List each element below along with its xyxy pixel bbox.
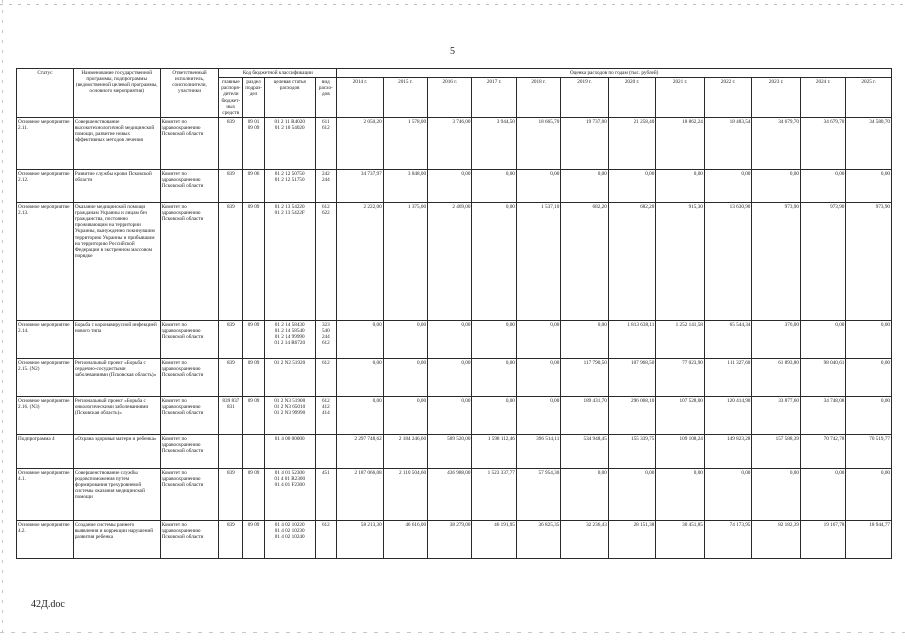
cell-expense-type xyxy=(315,358,337,396)
cell-value: 38 279,00 xyxy=(428,520,472,558)
cell-section-line: 09 01 xyxy=(247,118,260,125)
cell-grbs: 839 xyxy=(219,468,243,520)
cell-target-line: 01 2 N2 51920 xyxy=(274,359,306,366)
cell-section xyxy=(243,358,265,396)
cell-target xyxy=(264,320,315,358)
cell-value: 34 748,08 xyxy=(800,396,845,434)
cell-responsible: Комитет по здравоохранению Псковской области xyxy=(160,358,219,396)
cell-responsible: Комитет по здравоохранению Псковской области xyxy=(160,468,219,520)
cell-expense-type-line: 612 xyxy=(321,125,330,131)
cell-value: 0,00 xyxy=(800,320,845,358)
cell-status: Основное мероприятие 2.15. (N2) xyxy=(17,358,74,396)
cell-target xyxy=(264,358,315,396)
cell-grbs: 839 xyxy=(219,117,243,169)
cell-value: 682,20 xyxy=(561,202,609,320)
cell-expense-type-line: 611 xyxy=(322,118,330,125)
cell-responsible: Комитет по здравоохранению Псковской области xyxy=(160,169,219,202)
cell-target-line: 01 2 10 54020 xyxy=(274,125,305,131)
cell-value: 0,00 xyxy=(516,396,560,434)
cell-expense-type-line: 414 xyxy=(321,410,330,417)
cell-target xyxy=(264,520,315,558)
cell-value: 30 451,85 xyxy=(656,520,705,558)
cell-section-line: 09 09 xyxy=(247,321,260,328)
cell-value: 0,00 xyxy=(752,169,801,202)
cell-grbs: 839 xyxy=(219,520,243,558)
cell-value: 65 544,34 xyxy=(704,320,752,358)
cell-grbs: 839 837 831 xyxy=(219,396,243,434)
cell-value: 0,00 xyxy=(428,396,472,434)
cell-value: 376,00 xyxy=(752,320,801,358)
cell-expense-type-line: 412 xyxy=(321,404,330,410)
cell-value: 0,00 xyxy=(383,396,427,434)
cell-status: Основное мероприятие 2.16. (N3) xyxy=(17,396,74,434)
cell-expense-type xyxy=(315,396,337,434)
cell-target xyxy=(264,468,315,520)
cell-name: Создание системы раннего выявления и коррекции нарушений развития ребенка xyxy=(73,520,160,558)
cell-target xyxy=(264,169,315,202)
cell-value: 509 520,00 xyxy=(428,434,472,468)
cell-value: 0,00 xyxy=(846,396,892,434)
cell-value: 436 988,00 xyxy=(428,468,472,520)
cell-value: 189 431,70 xyxy=(561,396,609,434)
cell-target-line: 01 2 12 50750 xyxy=(274,170,305,177)
cell-section xyxy=(243,520,265,558)
cell-value: 107 968,50 xyxy=(608,358,656,396)
cell-value: 534 948,45 xyxy=(561,434,609,468)
table-row xyxy=(17,320,892,358)
cell-value: 0,00 xyxy=(561,169,609,202)
cell-section xyxy=(243,117,265,169)
header-budget-code: Код бюджетной классификации xyxy=(219,69,337,78)
table-row xyxy=(17,396,892,434)
cell-value: 34 679,70 xyxy=(800,117,845,169)
cell-section xyxy=(243,468,265,520)
cell-value: 0,00 xyxy=(428,320,472,358)
cell-value: 0,00 xyxy=(800,169,845,202)
cell-status: Подпрограмма 4 xyxy=(17,434,74,468)
cell-value: 1 598 112,46 xyxy=(472,434,516,468)
cell-expense-type xyxy=(315,434,337,468)
cell-expense-type-line: 612 xyxy=(321,521,330,528)
cell-value: 1 813 638,11 xyxy=(608,320,656,358)
cell-value: 57 954,30 xyxy=(516,468,560,520)
cell-value: 98 040,61 xyxy=(800,358,845,396)
cell-section xyxy=(243,320,265,358)
header-year: 2022 г. xyxy=(704,78,752,118)
cell-value: 2 222,00 xyxy=(337,202,383,320)
cell-value: 32 236,43 xyxy=(561,520,609,558)
cell-value: 0,00 xyxy=(472,358,516,396)
cell-value: 157 588,39 xyxy=(752,434,801,468)
cell-value: 0,00 xyxy=(516,358,560,396)
cell-target-line: 01 4 00 00000 xyxy=(274,435,305,442)
cell-value: 61 893,80 xyxy=(752,358,801,396)
scan-edge-top xyxy=(0,4,905,5)
cell-value: 111 327,60 xyxy=(704,358,752,396)
cell-grbs: 839 xyxy=(219,358,243,396)
cell-target-line: 01 4 02 10240 xyxy=(274,534,305,541)
cell-value: 70 519,77 xyxy=(846,434,892,468)
cell-responsible: Комитет по здравоохранению Псковской области xyxy=(160,117,219,169)
cell-value: 13 630,90 xyxy=(704,202,752,320)
cell-value: 46 616,00 xyxy=(383,520,427,558)
cell-section xyxy=(243,202,265,320)
cell-section-line: 09 09 xyxy=(247,469,260,476)
cell-expense-type-line: 244 xyxy=(321,177,330,183)
cell-expense-type-line: 323 xyxy=(321,321,330,328)
cell-value: 21 258,40 xyxy=(608,117,656,169)
cell-value: 18 483,54 xyxy=(704,117,752,169)
cell-value: 18 665,70 xyxy=(516,117,560,169)
cell-value: 117 790,50 xyxy=(561,358,609,396)
header-grbs: главные распоря-дители бюджет-ных средств xyxy=(219,78,243,118)
cell-expense-type xyxy=(315,520,337,558)
cell-target-line: 01 2 13 5422F xyxy=(274,210,305,216)
header-estimate: Оценка расходов по годам (тыс. рублей) xyxy=(337,69,892,78)
table-row xyxy=(17,117,892,169)
cell-value: 155 339,75 xyxy=(608,434,656,468)
cell-expense-type xyxy=(315,117,337,169)
cell-expense-type xyxy=(315,169,337,202)
cell-value: 0,00 xyxy=(561,468,609,520)
cell-target xyxy=(264,202,315,320)
cell-expense-type-line: 242 xyxy=(321,170,330,177)
header-year: 2025 г. xyxy=(846,78,892,118)
cell-responsible: Комитет по здравоохранению Псковской области xyxy=(160,396,219,434)
cell-target xyxy=(264,396,315,434)
cell-value: 0,00 xyxy=(337,396,383,434)
cell-value: 18 862,24 xyxy=(656,117,705,169)
cell-value: 0,00 xyxy=(608,169,656,202)
cell-value: 2 297 748,62 xyxy=(337,434,383,468)
cell-target-line: 01 2 N3 99990 xyxy=(274,410,306,417)
cell-target-line: 01 4 01 52300 xyxy=(274,469,305,476)
cell-section-line: 09 06 xyxy=(247,170,260,177)
cell-expense-type-line: 612 xyxy=(321,397,330,404)
cell-status: Основное мероприятие 2.13. xyxy=(17,202,74,320)
cell-value: 34 580,70 xyxy=(846,117,892,169)
cell-value: 2 050,20 xyxy=(337,117,383,169)
cell-value: 107 528,00 xyxy=(656,396,705,434)
cell-target xyxy=(264,434,315,468)
cell-value: 915,30 xyxy=(656,202,705,320)
cell-name: Оказание медицинской помощи гражданам Украины и лицам без гражданства, постоянно проживающим на территории Украины, вынужденно покинувшим территорию Украины и прибывшим на территорию Российской Федерации в экстренном массовом порядке xyxy=(73,202,160,320)
cell-expense-type-line: 612 xyxy=(321,203,330,210)
cell-value: 0,00 xyxy=(428,169,472,202)
cell-name: Развитие службы крови Псковской области xyxy=(73,169,160,202)
cell-grbs xyxy=(219,434,243,468)
header-status: Статус xyxy=(17,69,74,118)
cell-section-line: 09 09 xyxy=(247,125,260,131)
header-year: 2020 г. xyxy=(608,78,656,118)
cell-value: 0,00 xyxy=(337,320,383,358)
cell-target-line: 01 2 13 54220 xyxy=(274,203,305,210)
cell-value: 0,00 xyxy=(800,468,845,520)
header-name: Наименование государственной программы, подпрограммы (ведомственной целевой программы, основного мероприятия) xyxy=(73,69,160,118)
cell-section xyxy=(243,434,265,468)
cell-value: 682,20 xyxy=(608,202,656,320)
header-expense-type: вид расхо-дов xyxy=(315,78,337,118)
cell-value: 149 823,28 xyxy=(704,434,752,468)
cell-name: Борьба с коронавирусной инфекцией нового типа xyxy=(73,320,160,358)
cell-section xyxy=(243,396,265,434)
cell-status: Основное мероприятие 4.1. xyxy=(17,468,74,520)
cell-value: 0,00 xyxy=(516,320,560,358)
cell-expense-type xyxy=(315,202,337,320)
cell-target-line: 01 2 14 99990 xyxy=(274,334,305,341)
cell-value: 33 877,60 xyxy=(752,396,801,434)
cell-responsible: Комитет по здравоохранению Псковской области xyxy=(160,434,219,468)
cell-value: 1 375,00 xyxy=(383,202,427,320)
table-row xyxy=(17,358,892,396)
cell-grbs: 839 xyxy=(219,320,243,358)
cell-value: 296 068,10 xyxy=(608,396,656,434)
cell-value: 0,00 xyxy=(704,169,752,202)
cell-status: Основное мероприятие 2.11. xyxy=(17,117,74,169)
cell-value: 0,00 xyxy=(846,468,892,520)
budget-table xyxy=(16,68,892,559)
cell-value: 46 191,95 xyxy=(472,520,516,558)
cell-value: 36 825,35 xyxy=(516,520,560,558)
cell-value: 18 944,77 xyxy=(846,520,892,558)
cell-value: 973,90 xyxy=(846,202,892,320)
cell-value: 0,00 xyxy=(608,468,656,520)
table-row xyxy=(17,202,892,320)
cell-target-line: 01 2 14 58540 xyxy=(274,328,305,334)
cell-target-line: 01 4 01 F2300 xyxy=(274,482,305,489)
cell-value: 19 737,00 xyxy=(561,117,609,169)
cell-value: 34 679,70 xyxy=(752,117,801,169)
cell-value: 58 213,30 xyxy=(337,520,383,558)
cell-value: 0,00 xyxy=(704,468,752,520)
cell-value: 0,00 xyxy=(752,468,801,520)
cell-status: Основное мероприятие 2.12. xyxy=(17,169,74,202)
cell-value: 19 167,78 xyxy=(800,520,845,558)
cell-value: 3 848,00 xyxy=(383,169,427,202)
cell-name: Региональный проект «Борьба с сердечно-сосудистыми заболеваниями (Псковская область)» xyxy=(73,358,160,396)
cell-value: 0,00 xyxy=(472,396,516,434)
cell-value: 0,00 xyxy=(516,169,560,202)
header-responsible: Ответственный исполнитель, соисполнители, участники xyxy=(160,69,219,118)
cell-grbs: 839 xyxy=(219,202,243,320)
header-year: 2024 г. xyxy=(800,78,845,118)
cell-value: 0,00 xyxy=(472,320,516,358)
cell-value: 0,00 xyxy=(428,358,472,396)
cell-target-line: 01 2 N3 51900 xyxy=(274,397,306,404)
cell-value: 973,90 xyxy=(752,202,801,320)
cell-target-line: 01 2 N3 65010 xyxy=(274,404,306,410)
cell-expense-type xyxy=(315,468,337,520)
file-name: 42Д.doc xyxy=(31,599,65,610)
cell-value: 2 110 504,60 xyxy=(383,468,427,520)
cell-name: «Охрана здоровья матери и ребенка» xyxy=(73,434,160,468)
cell-target-line: 01 4 02 10220 xyxy=(274,521,305,528)
table-row xyxy=(17,520,892,558)
cell-value: 120 414,90 xyxy=(704,396,752,434)
cell-status: Основное мероприятие 4.2. xyxy=(17,520,74,558)
scan-edge-bottom xyxy=(0,632,905,633)
cell-value: 0,00 xyxy=(846,358,892,396)
cell-value: 1 537,10 xyxy=(516,202,560,320)
table-row xyxy=(17,169,892,202)
header-year: 2023 г. xyxy=(752,78,801,118)
cell-status: Основное мероприятие 2.14. xyxy=(17,320,74,358)
cell-value: 0,00 xyxy=(383,358,427,396)
cell-value: 74 173,95 xyxy=(704,520,752,558)
cell-section xyxy=(243,169,265,202)
header-year: 2017 г. xyxy=(472,78,516,118)
cell-value: 0,00 xyxy=(561,320,609,358)
cell-value: 0,00 xyxy=(383,320,427,358)
cell-value: 0,00 xyxy=(337,358,383,396)
cell-value: 2 184 246,60 xyxy=(383,434,427,468)
cell-target xyxy=(264,117,315,169)
cell-value: 1 252 141,58 xyxy=(656,320,705,358)
cell-section-line: 09 09 xyxy=(247,521,260,528)
cell-responsible: Комитет по здравоохранению Псковской области xyxy=(160,320,219,358)
cell-value: 3 944,50 xyxy=(472,117,516,169)
header-year: 2016 г. xyxy=(428,78,472,118)
cell-value: 70 742,78 xyxy=(800,434,845,468)
cell-section-line: 09 09 xyxy=(247,203,260,210)
header-year: 2019 г. xyxy=(561,78,609,118)
table-body xyxy=(17,117,892,558)
cell-value: 396 514,11 xyxy=(516,434,560,468)
header-target: целевая статья расходов xyxy=(264,78,315,118)
cell-value: 28 151,38 xyxy=(608,520,656,558)
cell-value: 34 737,97 xyxy=(337,169,383,202)
cell-value: 2 469,00 xyxy=(428,202,472,320)
cell-expense-type-line: 612 xyxy=(321,359,330,366)
header-year: 2014 г. xyxy=(337,78,383,118)
cell-expense-type-line: 540 xyxy=(321,328,330,334)
cell-target-line: 01 2 14 R6720 xyxy=(274,340,306,347)
cell-value: 77 023,90 xyxy=(656,358,705,396)
cell-value: 0,00 xyxy=(472,169,516,202)
cell-expense-type-line: 622 xyxy=(321,210,330,216)
cell-name: Региональный проект «Борьба с онкологическими заболеваниями (Псковская область)» xyxy=(73,396,160,434)
cell-target-line: 01 4 02 10230 xyxy=(274,528,305,534)
header-year: 2021 г. xyxy=(656,78,705,118)
cell-value: 0,00 xyxy=(656,468,705,520)
cell-target-line: 01 4 01 R2300 xyxy=(274,476,306,482)
page-number: 5 xyxy=(450,46,455,57)
cell-target-line: 01 2 14 58430 xyxy=(274,321,305,328)
cell-expense-type-line: 451 xyxy=(321,469,330,476)
cell-expense-type xyxy=(315,320,337,358)
cell-value: 3 746,00 xyxy=(428,117,472,169)
cell-expense-type-line: 244 xyxy=(321,334,330,341)
cell-responsible: Комитет по здравоохранению Псковской области xyxy=(160,202,219,320)
cell-target-line: 01 2 11 R4020 xyxy=(274,118,305,125)
header-year: 2015 г. xyxy=(383,78,427,118)
cell-target-line: 01 2 12 51750 xyxy=(274,177,305,183)
cell-value: 2 187 066,08 xyxy=(337,468,383,520)
cell-value: 0,00 xyxy=(846,169,892,202)
table-row xyxy=(17,468,892,520)
scan-edge-left xyxy=(2,0,3,640)
cell-value: 0,00 xyxy=(846,320,892,358)
cell-value: 82 182,39 xyxy=(752,520,801,558)
cell-value: 109 108,24 xyxy=(656,434,705,468)
cell-section-line: 09 09 xyxy=(247,397,260,404)
cell-name: Совершенствование высокотехнологичной медицинской помощи, развитие новых эффективных методов лечения xyxy=(73,117,160,169)
table-row xyxy=(17,434,892,468)
cell-responsible: Комитет по здравоохранению Псковской области xyxy=(160,520,219,558)
cell-name: Совершенствование службы родовспоможения путем формирования трехуровневой системы оказания медицинской помощи xyxy=(73,468,160,520)
cell-value: 1 578,00 xyxy=(383,117,427,169)
header-section: раздел подраз-дел xyxy=(243,78,265,118)
cell-value: 1 523 337,77 xyxy=(472,468,516,520)
cell-expense-type-line: 612 xyxy=(321,340,330,347)
header-year: 2018 г. xyxy=(516,78,560,118)
cell-value: 0,00 xyxy=(472,202,516,320)
cell-value: 0,00 xyxy=(656,169,705,202)
cell-grbs: 839 xyxy=(219,169,243,202)
cell-section-line: 09 09 xyxy=(247,359,260,366)
cell-value: 973,90 xyxy=(800,202,845,320)
